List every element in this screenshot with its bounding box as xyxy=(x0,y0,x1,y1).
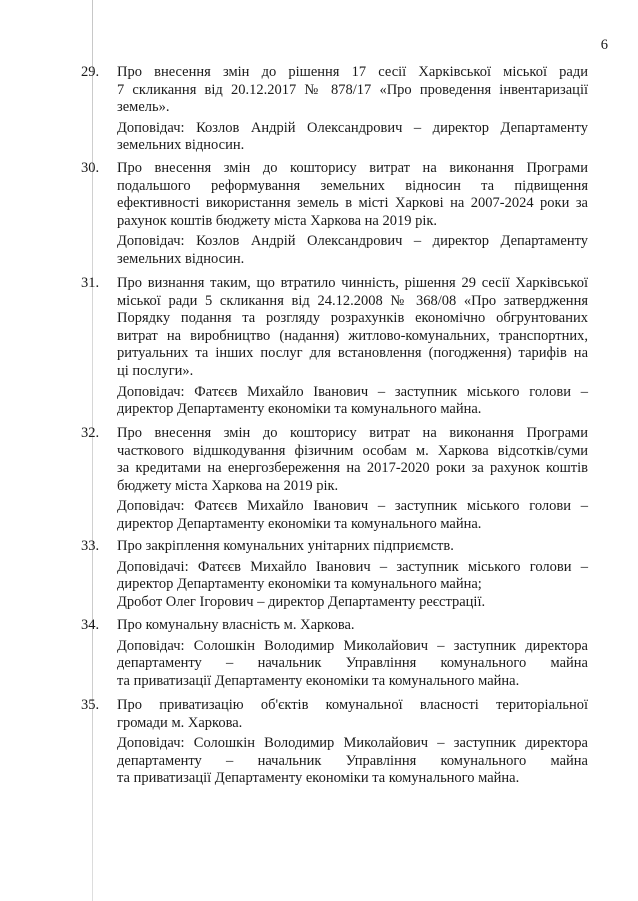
item-number: 34. xyxy=(81,617,100,633)
item-reporter xyxy=(117,120,588,155)
item-reporter xyxy=(117,384,588,419)
title-line: міської ради 5 скликання від 24.12.2008 № 368/08 «Про затвердження xyxy=(117,292,588,309)
reporter-line: директор Департаменту економіки та комунального майна. xyxy=(117,515,482,532)
item-number: 33. xyxy=(81,538,100,554)
title-line: ці послуги». xyxy=(117,362,194,379)
reporter-line: та приватизації Департаменту економіки та комунального майна. xyxy=(117,770,520,787)
item-reporter xyxy=(117,559,588,612)
reporter-line: Дробот Олег Ігорович – директор Департаменту реєстрації. xyxy=(117,593,486,610)
title-line: Про внесення змін до рішення 17 сесії Харківської міської ради xyxy=(117,64,588,80)
item-reporter xyxy=(117,638,588,691)
item-title xyxy=(117,64,588,117)
item-reporter xyxy=(117,233,588,268)
title-line: 7 скликання від 20.12.2017 № 878/17 «Про проведення інвентаризації xyxy=(117,81,588,98)
title-line: Про внесення змін до кошторису витрат на виконання Програми xyxy=(117,425,588,441)
item-body xyxy=(117,425,588,534)
reporter-line: Доповідач: Солошкін Володимир Миколайович – заступник директора xyxy=(117,637,588,654)
title-line: рахунок коштів бюджету міста Харкова на 2019 рік. xyxy=(117,212,438,229)
title-line: Про визнання таким, що втратило чинність, рішення 29 сесії Харківської xyxy=(117,275,588,291)
item-title xyxy=(117,617,588,635)
item-body xyxy=(117,617,588,690)
title-line: Порядку подання та розгляду розрахунків економічно обгрунтованих xyxy=(117,310,588,327)
item-body xyxy=(117,275,588,419)
reporter-line: Доповідач: Солошкін Володимир Миколайович – заступник директора xyxy=(117,735,588,752)
reporter-line: департаменту – начальник Управління комунального майна xyxy=(117,752,588,769)
reporter-line: Доповідач: Козлов Андрій Олександрович – директор Департаменту xyxy=(117,233,588,250)
item-title xyxy=(117,275,588,381)
reporter-line: Доповідач: Козлов Андрій Олександрович – директор Департаменту xyxy=(117,119,588,136)
reporter-line: директор Департаменту економіки та комунального майна; xyxy=(117,576,482,593)
item-number: 29. xyxy=(81,64,100,80)
reporter-line: земельних відносин. xyxy=(117,250,245,267)
reporter-line: Доповідач: Фатєєв Михайло Іванович – заступник міського голови – xyxy=(117,498,588,515)
title-line: ритуальних та інших послуг для встановлення (погодження) тарифів на xyxy=(117,345,588,362)
item-body xyxy=(117,160,588,269)
item-reporter xyxy=(117,735,588,788)
scan-edge-line xyxy=(92,0,93,901)
title-line: Про приватизацію об'єктів комунальної власності територіальної xyxy=(117,697,588,713)
item-title xyxy=(117,425,588,495)
item-title xyxy=(117,697,588,732)
reporter-line: та приватизації Департаменту економіки та комунального майна. xyxy=(117,672,520,689)
item-body xyxy=(117,697,588,788)
title-line: ефективності використання земель в місті Харкові на 2007-2024 роки за xyxy=(117,195,588,212)
title-line: Про внесення змін до кошторису витрат на виконання Програми xyxy=(117,160,588,176)
title-line: витрат на виробництво (надання) житлово-комунальних, транспортних, xyxy=(117,327,588,344)
item-body xyxy=(117,64,588,155)
item-number: 31. xyxy=(81,275,100,291)
page-number: 6 xyxy=(600,37,608,53)
title-line: Про закріплення комунальних унітарних підприємств. xyxy=(117,538,454,554)
item-title xyxy=(117,538,588,556)
title-line: Про комунальну власність м. Харкова. xyxy=(117,617,355,633)
title-line: земель». xyxy=(117,99,170,116)
item-number: 32. xyxy=(81,425,100,441)
item-reporter xyxy=(117,498,588,533)
title-line: бюджету міста Харкова на 2019 рік. xyxy=(117,477,339,494)
reporter-line: директор Департаменту економіки та комунального майна. xyxy=(117,401,482,418)
title-line: часткового відшкодування фізичним особам м. Харкова відсотків/суми xyxy=(117,442,588,459)
item-number: 30. xyxy=(81,160,100,176)
item-number: 35. xyxy=(81,697,100,713)
reporter-line: Доповідач: Фатєєв Михайло Іванович – заступник міського голови – xyxy=(117,383,588,400)
item-body xyxy=(117,538,588,611)
title-line: за кредитами на енергозбереження на 2017-2020 роки за рахунок коштів xyxy=(117,460,588,477)
title-line: громади м. Харкова. xyxy=(117,714,243,731)
reporter-line: департаменту – начальник Управління комунального майна xyxy=(117,655,588,672)
title-line: подальшого реформування земельних відносин та підвищення xyxy=(117,177,588,194)
item-title xyxy=(117,160,588,230)
reporter-line: земельних відносин. xyxy=(117,137,245,154)
reporter-line: Доповідачі: Фатєєв Михайло Іванович – заступник міського голови – xyxy=(117,558,588,575)
